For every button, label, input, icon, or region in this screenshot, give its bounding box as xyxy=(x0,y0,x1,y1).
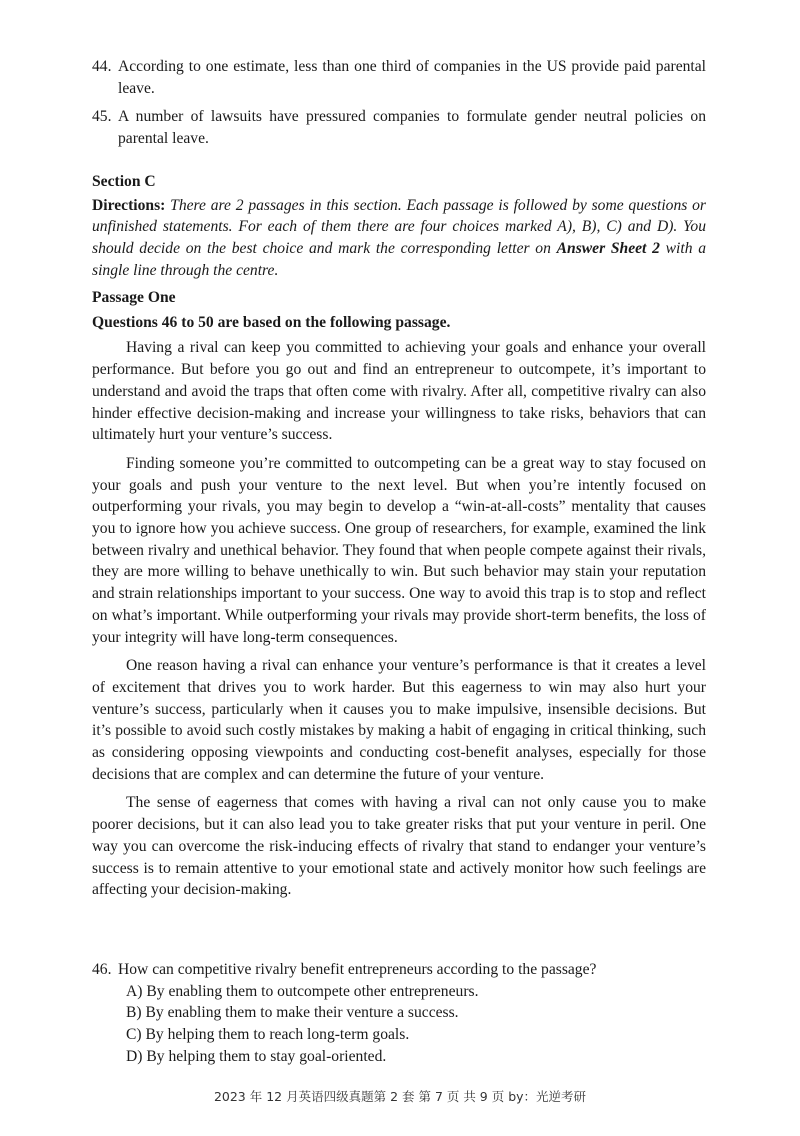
section-title: Section C xyxy=(92,173,156,190)
statement-number: 44. xyxy=(92,58,112,75)
question-stem xyxy=(92,959,706,981)
page-footer: 2023 年 12 月英语四级真题第 2 套 第 7 页 共 9 页 by：光逆考研 xyxy=(213,1089,587,1104)
statement-number: 45. xyxy=(92,108,112,126)
statement-45 xyxy=(92,106,706,149)
directions-text-end: with a single line through the centre. xyxy=(92,240,706,279)
question-text: How can competitive rivalry benefit entrepreneurs according to the passage? xyxy=(118,961,597,978)
statement-text: According to one estimate, less than one third of companies in the US provide paid parental leave. xyxy=(118,58,706,97)
passage-paragraph: The sense of eagerness that comes with having a rival can not only cause you to make poorer decisions, but it can also lead you to take greater risks that put your venture in peril. One way you can overcome the risk-inducing effects of rivalry that stand to endanger your venture’s success is to remain attentive to your emotional state and actively monitor how such feelings are affecting your decision-making. xyxy=(92,794,706,899)
question-46 xyxy=(92,959,706,1068)
passage-title: Passage One xyxy=(92,289,176,306)
answer-sheet-label: Answer Sheet 2 xyxy=(556,240,660,258)
directions-text: There are 2 passages in this section. Each passage is followed by some questions or unfinished statements. For each of them there are four choices marked A), B), C) and D). You should decide on the best choice and mark the corresponding letter on xyxy=(92,196,706,258)
option-b[interactable]: B) By enabling them to make their venture a success. xyxy=(126,1004,459,1022)
option-a[interactable]: A) By enabling them to outcompete other entrepreneurs. xyxy=(126,982,479,1000)
questions-heading: Questions 46 to 50 are based on the following passage. xyxy=(92,313,451,331)
section-c xyxy=(92,171,706,282)
statement-44 xyxy=(92,56,706,99)
directions-label: Directions: xyxy=(92,196,166,214)
passage-paragraph: Having a rival can keep you committed to achieving your goals and enhance your overall performance. But before you go out and find an entrepreneur to outcompete, it’s important to understand and avoid the traps that often come with rivalry. After all, competitive rivalry can also hinder effective decision-making and increase your willingness to take risks, behaviors that can ultimately hurt your venture’s success. xyxy=(92,339,706,444)
question-number: 46. xyxy=(92,961,112,978)
passage-paragraph: Finding someone you’re committed to outcompeting can be a great way to stay focused on your goals and push your venture to the next level. But when you’re intently focused on outperforming your rivals, you may begin to develop a “win-at-all-costs” mentality that causes you to ignore how you achieve success. One group of researchers, for example, examined the link between rivalry and unethical behavior. They found that when people compete against their rivals, they are more willing to behave unethically to win. But such behavior may stain your reputation and strain relationships important to your success. One way to avoid this trap is to stop and reflect on what’s important. While outperforming your rivals may provide short-term benefits, the loss of your integrity will have long-term consequences. xyxy=(92,454,706,646)
statements-block xyxy=(92,56,706,150)
answer-options xyxy=(92,981,706,1068)
option-d[interactable]: D) By helping them to stay goal-oriented. xyxy=(126,1047,387,1065)
passage-one xyxy=(92,287,706,901)
directions xyxy=(92,195,706,282)
statement-text: A number of lawsuits have pressured companies to formulate gender neutral policies on parental leave. xyxy=(118,108,706,148)
passage-paragraph: One reason having a rival can enhance your venture’s performance is that it creates a level of excitement that drives you to work harder. But this eagerness to win may also hurt your venture’s success, particularly when it causes you to make impulsive, insensible decisions. But it’s possible to avoid such costly mistakes by making a habit of engaging in critical thinking, such as considering opposing viewpoints and conducting cost-benefit analyses, especially for those decisions that are complex and can determine the future of your venture. xyxy=(92,657,706,783)
option-c[interactable]: C) By helping them to reach long-term goals. xyxy=(126,1026,410,1044)
